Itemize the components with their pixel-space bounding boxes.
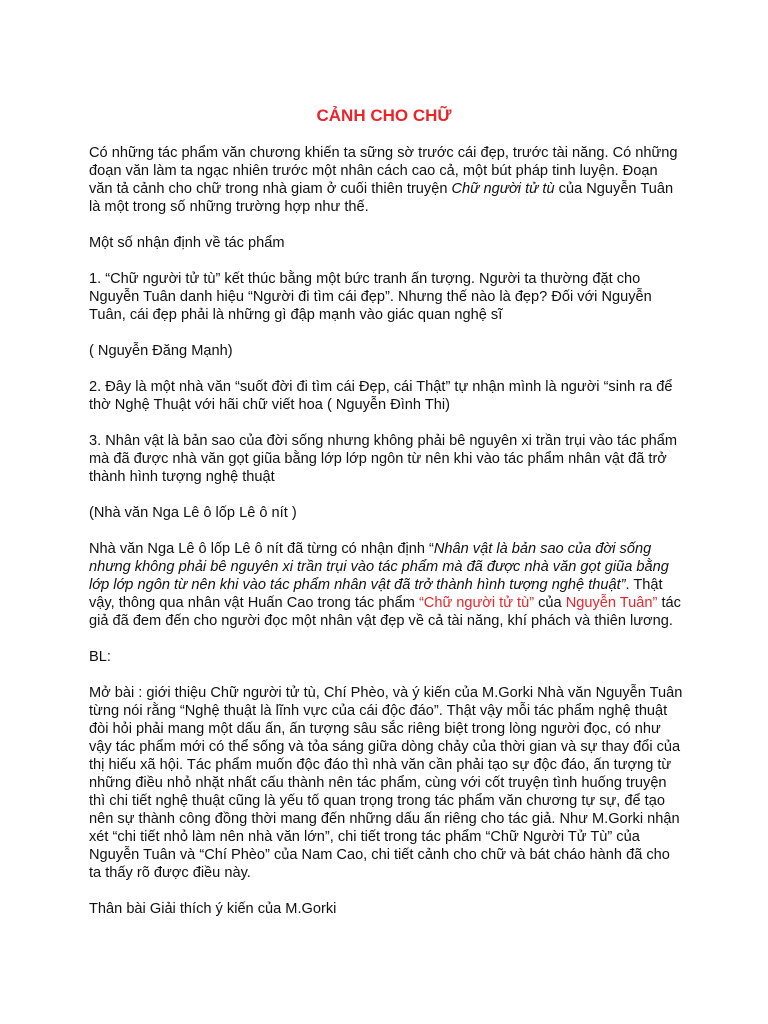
analysis-author: Nguyễn Tuân” xyxy=(565,595,658,611)
mo-bai-paragraph: Mở bài : giới thiệu Chữ người tử tù, Chí Phèo, và ý kiến của M.Gorki Nhà văn Nguyễn Tuân từng nói rằng “Nghệ thuật là lĩnh vực của cái độc đáo”. Thật vậy mỗi tác phẩm nghệ thuật đòi hỏi phải mang một dấu ấn, ấn tượng sâu sắc riêng biệt trong lòng người đọc, có như vậy tác phẩm mới có thể sống và tỏa sáng giữa dòng chảy của thời gian và sự thay đổi của thị hiếu xã hội. Tác phẩm muốn độc đáo thì nhà văn cần phải tạo sự độc đáo, ấn tượng từ những điều nhỏ nhặt nhất cấu thành nên tác phẩm, cùng với cốt truyện tình huống truyện thì chi tiết nghệ thuật cũng là yếu tố quan trọng trong tác phẩm văn chương tự sự, để tạo nên sự thành công đồng thời mang đến những dấu ấn riêng cho tác giả. Như M.Gorki nhận xét “chi tiết nhỏ làm nên nhà văn lớn”, chi tiết trong tác phẩm “Chữ Người Tử Tù” của Nguyễn Tuân và “Chí Phèo” của Nam Cao, chi tiết cảnh cho chữ và bát cháo hành đã cho ta thấy rõ được điều này. xyxy=(89,685,683,881)
analysis-work-title: “Chữ người tử tù” xyxy=(418,595,535,611)
analysis-quote: Nhân vật là bản sao của đời sống nhưng không phải bê nguyên xi trần trụi vào tác phẩm mà đã được nhà văn gọt giũa bằng lớp lớp ngôn từ nên khi vào tác phẩm nhân vật đã trở thành hình tượng nghệ thuật” xyxy=(89,541,669,593)
analysis-end: tác giả đã đem đến cho người đọc một nhân vật đẹp về cả tài năng, khí phách và thiên lương. xyxy=(89,595,681,629)
opinion-3: 3. Nhân vật là bản sao của đời sống nhưng không phải bê nguyên xi trần trụi vào tác phẩm mà đã được nhà văn gọt giũa bằng lớp lớp ngôn từ nên khi vào tác phẩm nhân vật đã trở thành hình tượng nghệ thuật xyxy=(89,433,678,485)
document-title: CẢNH CHO CHỮ xyxy=(316,106,452,125)
intro-work-title: Chữ người tử tù xyxy=(451,181,555,197)
analysis-of: của xyxy=(534,595,566,611)
analysis-paragraph xyxy=(89,540,684,630)
intro-text-end: của Nguyễn Tuân là một trong số những trường hợp như thế. xyxy=(89,181,674,215)
bl-label: BL: xyxy=(89,649,111,665)
analysis-lead: Nhà văn Nga Lê ô lốp Lê ô nít đã từng có nhận định “ xyxy=(89,541,434,557)
intro-paragraph xyxy=(89,144,684,216)
intro-text: Có những tác phẩm văn chương khiến ta sững sờ trước cái đẹp, trước tài năng. Có những đoạn văn làm ta ngạc nhiên trước một nhân cách cao cả, một bút pháp tinh luyện. Đoạn văn tả cảnh cho chữ trong nhà giam ở cuối thiên truyện xyxy=(89,145,678,197)
than-bai-heading: Thân bài Giải thích ý kiến của M.Gorki xyxy=(89,901,337,917)
analysis-middle: . Thật vậy, thông qua nhân vật Huấn Cao trong tác phẩm xyxy=(89,577,663,611)
opinion-2: 2. Đây là một nhà văn “suốt đời đi tìm cái Đẹp, cái Thật” tự nhận mình là người “sinh ra để thờ Nghệ Thuật với hãi chữ viết hoa ( Nguyễn Đình Thi) xyxy=(89,379,673,413)
opinion-1-author: ( Nguyễn Đăng Mạnh) xyxy=(89,343,233,359)
document-body xyxy=(89,144,684,936)
opinion-1: 1. “Chữ người tử tù” kết thúc bằng một bức tranh ấn tượng. Người ta thường đặt cho Nguyễn Tuân danh hiệu “Người đi tìm cái đẹp”. Nhưng thế nào là đẹp? Đối với Nguyễn Tuân, cái đẹp phải là những gì đập mạnh vào giác quan nghệ sĩ xyxy=(89,271,652,323)
section-heading: Một số nhận định về tác phẩm xyxy=(89,235,285,251)
opinion-3-author: (Nhà văn Nga Lê ô lốp Lê ô nít ) xyxy=(89,505,297,521)
